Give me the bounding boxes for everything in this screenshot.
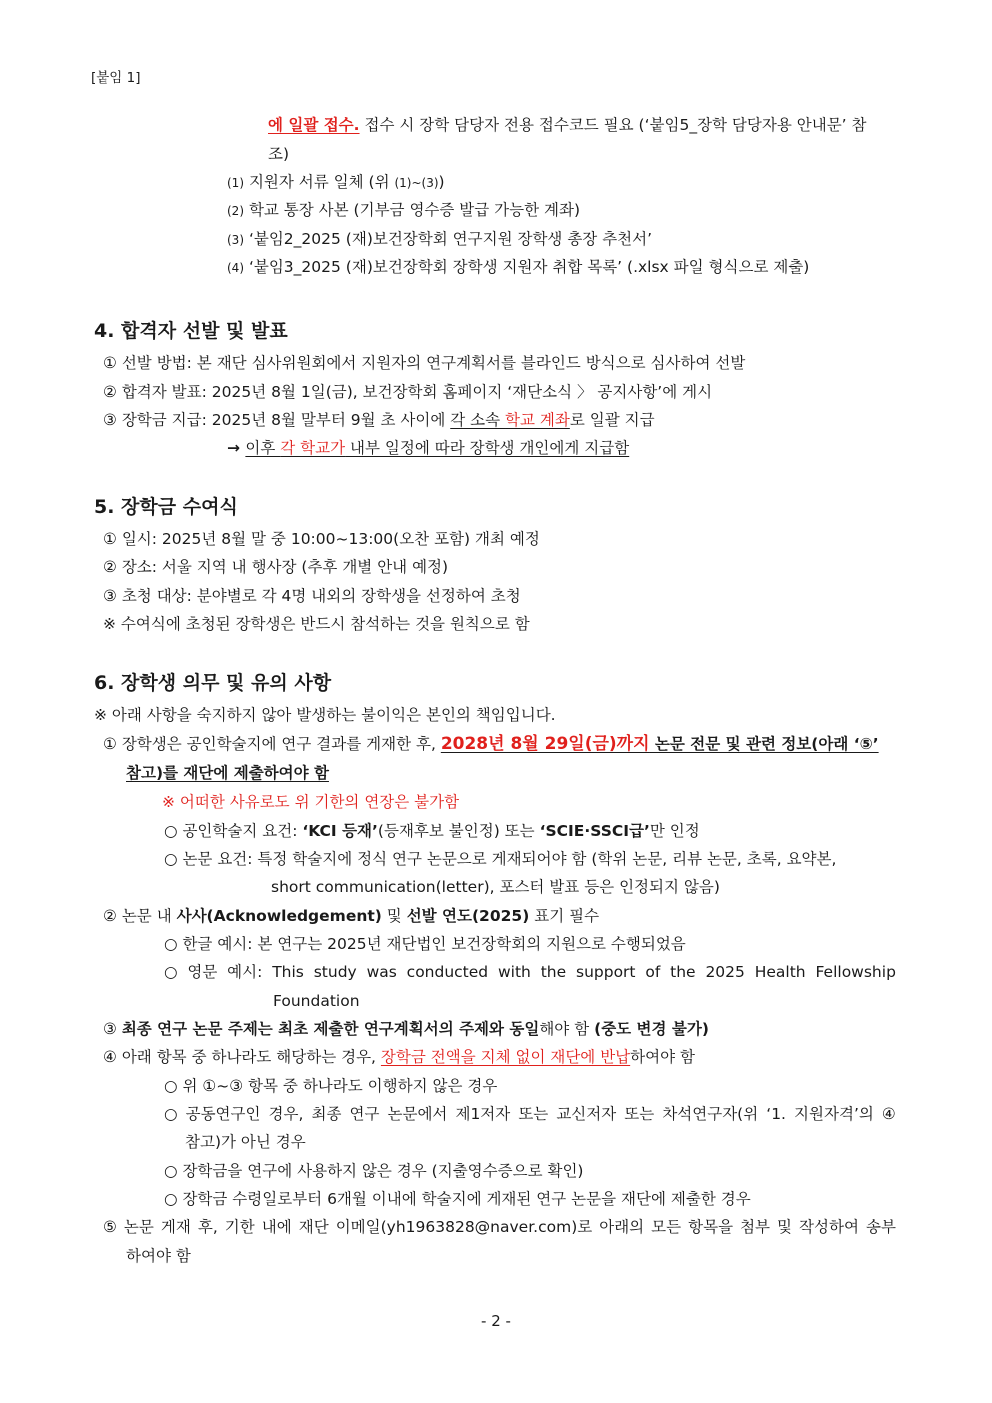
justified-word: 및 xyxy=(777,1218,793,1236)
justified-word: support xyxy=(576,963,636,981)
english-example-line1 xyxy=(164,965,896,981)
justified-word: study xyxy=(313,963,357,981)
deadline-warning: ※ 어떠한 사유로도 위 기한의 연장은 불가함 xyxy=(162,793,460,811)
refund-case-1: ○ 위 ①~③ 항목 중 하나라도 이행하지 않은 경우 xyxy=(164,1077,498,1095)
justified-word: was xyxy=(366,963,397,981)
justified-word: 예시: xyxy=(227,963,263,981)
justified-word: 아래의 xyxy=(599,1218,645,1236)
refund-case-2-line1 xyxy=(164,1107,896,1123)
justified-word: 지원자격’의 xyxy=(794,1105,874,1123)
justified-word: the xyxy=(670,963,696,981)
refund-case-4: ○ 장학금 수령일로부터 6개월 이내에 학술지에 게재된 연구 논문을 재단에 제출한 경우 xyxy=(164,1190,751,1208)
section6-item1-line2: 참고)를 재단에 제출하여야 함 xyxy=(126,764,329,782)
document-list-item-1: (1) 지원자 서류 일체 (위 (1)~(3)) xyxy=(227,173,445,191)
bulk-submission-text: 에 일괄 접수. xyxy=(268,116,360,134)
justified-word: 2025 xyxy=(705,963,745,981)
section4-title: 4. 합격자 선발 및 발표 xyxy=(94,320,288,342)
justified-word: ‘1. xyxy=(766,1105,786,1123)
justified-word: 게재 xyxy=(160,1218,191,1236)
section4-item2: ② 합격자 발표: 2025년 8월 1일(금), 보건장학회 홈페이지 ‘재단소식 〉 공지사항’에 게시 xyxy=(103,383,713,401)
attachment-label: [붙임 1] xyxy=(91,70,141,86)
section5-note: ※ 수여식에 초청된 장학생은 반드시 참석하는 것을 원칙으로 함 xyxy=(103,615,530,633)
english-example-line2: Foundation xyxy=(273,992,360,1010)
section6-item5-line1 xyxy=(103,1220,896,1236)
justified-word: 논문 xyxy=(123,1218,154,1236)
document-list-item-3: (3) ‘붙임2_2025 (재)보건장학회 연구지원 장학생 총장 추천서’ xyxy=(227,230,653,248)
section6-item5-line2: 하여야 함 xyxy=(126,1247,191,1265)
section6-notice: ※ 아래 사항을 숙지하지 않아 발생하는 불이익은 본인의 책임입니다. xyxy=(94,706,556,724)
justified-word: 첨부 xyxy=(740,1218,771,1236)
justified-word: 이메일(yh1963828@naver.com)로 xyxy=(335,1218,593,1236)
section6-title: 6. 장학생 의무 및 유의 사항 xyxy=(94,672,332,694)
refund-case-3: ○ 장학금을 연구에 사용하지 않은 경우 (지출영수증으로 확인) xyxy=(164,1162,584,1180)
justified-word: ○ xyxy=(164,1105,178,1123)
justified-word: 교신저자 xyxy=(556,1105,617,1123)
section6-item4: ④ 아래 항목 중 하나라도 해당하는 경우, 장학금 전액을 지체 없이 재단에 반납하여야 함 xyxy=(103,1048,695,1066)
justified-word: 송부 xyxy=(865,1218,896,1236)
justified-word: with xyxy=(497,963,531,981)
justified-word: 차석연구자(위 xyxy=(662,1105,759,1123)
justified-word: Fellowship xyxy=(815,963,896,981)
justified-word: 공동연구인 xyxy=(185,1105,261,1123)
submission-deadline: 2028년 8월 29일(금)까지 논문 전문 및 관련 정보(아래 ‘⑤’ xyxy=(440,734,879,754)
justified-word: 후, xyxy=(197,1218,218,1236)
justified-word: 작성하여 xyxy=(799,1218,859,1236)
paper-requirement-line2: short communication(letter), 포스터 발표 등은 인정되지 않음) xyxy=(271,878,720,896)
section5-item3: ③ 초청 대상: 분야별로 각 4명 내외의 장학생을 선정하여 초청 xyxy=(103,587,521,605)
section5-item2: ② 장소: 서울 지역 내 행사장 (추후 개별 안내 예정) xyxy=(103,558,449,576)
section3-line1-rest: 접수 시 장학 담당자 전용 접수코드 필요 (‘붙임5_장학 담당자용 안내문’ 참 xyxy=(359,116,867,134)
section5-title: 5. 장학금 수여식 xyxy=(94,496,238,518)
justified-word: Health xyxy=(754,963,806,981)
justified-word: 또는 xyxy=(624,1105,655,1123)
justified-word: 기한 xyxy=(224,1218,255,1236)
page-number: - 2 - xyxy=(481,1312,511,1330)
document-list-item-2: (2) 학교 통장 사본 (기부금 영수증 발급 가능한 계좌) xyxy=(227,201,581,219)
justified-word: conducted xyxy=(406,963,489,981)
refund-case-2-line2: 참고)가 아닌 경우 xyxy=(185,1133,306,1151)
school-account-text: 각 소속 학교 계좌 xyxy=(450,411,570,429)
justified-word: 항목을 xyxy=(688,1218,734,1236)
justified-word: ○ xyxy=(164,963,178,981)
justified-word: the xyxy=(540,963,567,981)
section4-arrow-line: → 이후 각 학교가 내부 일정에 따라 장학생 개인에게 지급함 xyxy=(227,439,630,457)
paper-requirement-line1: ○ 논문 요건: 특정 학술지에 정식 연구 논문으로 게재되어야 함 (학위 논문, 리뷰 논문, 초록, 요약본, xyxy=(164,850,837,868)
arrow-icon: → xyxy=(227,439,246,457)
justified-word: 경우, xyxy=(268,1105,304,1123)
section3-line2: 조) xyxy=(268,145,290,163)
full-refund-text: 장학금 전액을 지체 없이 재단에 반납 xyxy=(380,1048,631,1066)
justified-word: 제1저자 xyxy=(455,1105,511,1123)
justified-word: 또는 xyxy=(518,1105,549,1123)
justified-word: 재단 xyxy=(298,1218,329,1236)
justified-word: 논문에서 xyxy=(387,1105,448,1123)
justified-word: 모든 xyxy=(651,1218,682,1236)
justified-word: 영문 xyxy=(187,963,218,981)
justified-word: ⑤ xyxy=(103,1218,117,1236)
justified-word: 연구 xyxy=(349,1105,380,1123)
section4-item3: ③ 장학금 지급: 2025년 8월 말부터 9월 초 사이에 각 소속 학교 계좌로 일괄 지급 xyxy=(103,411,655,429)
justified-word: 내에 xyxy=(261,1218,292,1236)
section6-item3: ③ 최종 연구 논문 주제는 최초 제출한 연구계획서의 주제와 동일해야 함 (중도 변경 불가) xyxy=(103,1020,709,1038)
justified-word: of xyxy=(645,963,661,981)
justified-word: 최종 xyxy=(311,1105,342,1123)
journal-requirement: ○ 공인학술지 요건: ‘KCI 등재’(등재후보 불인정) 또는 ‘SCIE·SSCI급’만 인정 xyxy=(164,822,700,840)
section6-item2: ② 논문 내 사사(Acknowledgement) 및 선발 연도(2025) 표기 필수 xyxy=(103,907,600,925)
korean-example: ○ 한글 예시: 본 연구는 2025년 재단법인 보건장학회의 지원으로 수행되었음 xyxy=(164,935,686,953)
document-list-item-4: (4) ‘붙임3_2025 (재)보건장학회 장학생 지원자 취합 목록’ (.xlsx 파일 형식으로 제출) xyxy=(227,258,810,276)
section6-item1-line1: ① 장학생은 공인학술지에 연구 결과를 게재한 후, 2028년 8월 29일(금)까지 논문 전문 및 관련 정보(아래 ‘⑤’ xyxy=(103,734,879,754)
section5-item1: ① 일시: 2025년 8월 말 중 10:00~13:00(오찬 포함) 개최 예정 xyxy=(103,530,540,548)
section4-item1: ① 선발 방법: 본 재단 심사위원회에서 지원자의 연구계획서를 블라인드 방식으로 심사하여 선발 xyxy=(103,354,746,372)
justified-word: This xyxy=(272,963,304,981)
section3-line1 xyxy=(268,118,896,134)
justified-word: ④ xyxy=(881,1105,896,1123)
